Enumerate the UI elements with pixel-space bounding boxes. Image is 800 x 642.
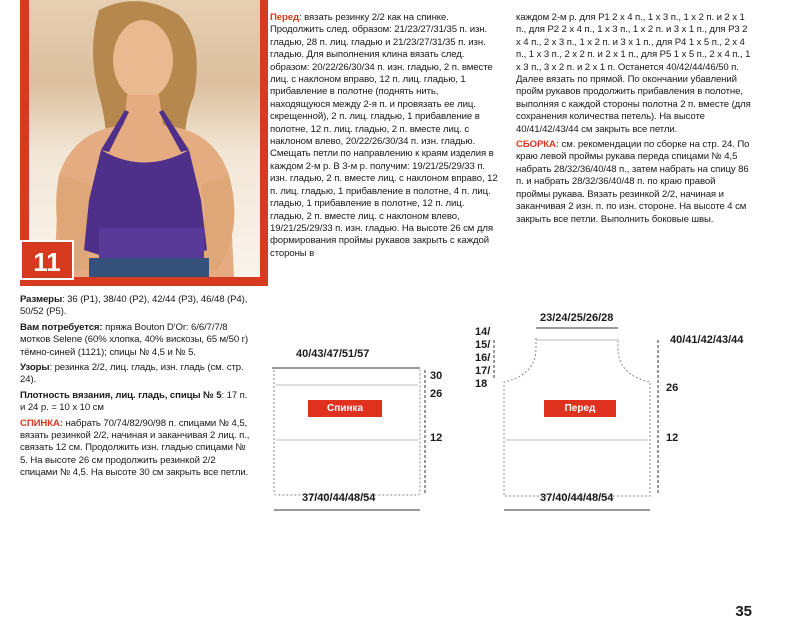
back-label: СПИНКА: — [20, 417, 63, 429]
front-tag: Перед — [544, 400, 616, 417]
back-height-total: 30 — [430, 370, 443, 382]
sizes-text: : 36 (Р1), 38/40 (Р2), 42/44 (Р3), 46/48 (Р4), 50/52 (Р5). — [20, 294, 248, 318]
back-tag: Спинка — [308, 400, 382, 417]
front-paragraph — [270, 12, 498, 260]
front-height-armhole: 26 — [666, 382, 679, 394]
model-photo — [29, 0, 260, 277]
gauge-label: Плотность вязания, лиц. гладь, спицы № 5 — [20, 389, 222, 401]
assembly-text: см. рекомендации по сборке на стр. 24. По краю левой проймы рукава переда спицами № 4,5 набрать 28/32/36/40/48 п., затем набрать на спицу 86 п. и набрать 28/32/36/40/48 п. по краю правой проймы рукава. Вязать резинкой 2/2, начиная и заканчивая 2 изн. п. по изн. стороне. На высоте 4 см закрыть все петли. Выполнить боковые швы. — [516, 139, 750, 225]
page-number: 35 — [735, 603, 752, 620]
front-armhole-depth-line: 16/ — [475, 352, 491, 364]
back-top-width: 40/43/47/51/57 — [296, 348, 370, 360]
assembly-paragraph — [516, 139, 752, 226]
back-bottom-width: 37/40/44/48/54 — [302, 492, 376, 504]
front-armhole-depth-line: 14/ — [475, 326, 491, 338]
front-bottom-width: 37/40/44/48/54 — [540, 492, 614, 504]
right-column — [516, 12, 752, 226]
model-illustration — [29, 0, 260, 277]
front-schema — [490, 320, 690, 520]
front-continued: каждом 2-м р. для Р1 2 х 4 п., 1 х 3 п., 1 х 2 п. и 2 х 1 п., для Р2 2 х 4 п., 1 х 3 п., 1 х 2 п. и 3 х 1 п., для Р3 2 х 4 п., 2 х 3 п., 1 х 2 п. и 3 х 1 п., для Р4 1 х 5 п., 2 х 4 п., 1 х 3 п., 2 х 2 п. и 2 х 1 п., для Р5 1 х 5 п., 2 х 4 п., 1 х 3 п., 3 х 2 п. и 2 х 1 п. Останется 40/42/44/46/50 п. Далее вязать по прямой. По окончании убавлений пройм рукавов продолжить прибавления в полотне, выполняя с каждой стороны полотна 2 п. вместе (для сохранения количества петель). На высоте 40/41/42/43/44 см закрыть все петли. — [516, 12, 751, 135]
front-armhole-depth-line: 15/ — [475, 339, 491, 351]
materials-paragraph — [20, 322, 254, 359]
front-label: Перед — [270, 12, 300, 23]
back-height-armhole: 26 — [430, 388, 443, 400]
front-outline — [504, 338, 650, 496]
front-height-rib: 12 — [666, 432, 679, 444]
patterns-paragraph — [20, 362, 254, 387]
patterns-text: : резинка 2/2, лиц. гладь, изн. гладь (см. стр. 24). — [20, 362, 244, 386]
sizes-label: Размеры — [20, 294, 63, 305]
patterns-label: Узоры — [20, 362, 50, 374]
gauge-paragraph — [20, 390, 254, 415]
left-column — [20, 294, 254, 480]
back-height-rib: 12 — [430, 432, 443, 444]
back-text: набрать 70/74/82/90/98 п. спицами № 4,5, вязать резинкой 2/2, начиная и заканчивая 2 лиц. п., связать 12 см. Продолжить изн. гладью спицами № 5. На высоте 26 см продолжить резинкой 2/2 спицами № 4,5. На высоте 30 см закрыть все петли. — [20, 417, 250, 479]
assembly-label: СБОРКА: — [516, 139, 559, 151]
front-top-width: 23/24/25/26/28 — [540, 312, 614, 324]
sizes-paragraph — [20, 294, 254, 319]
front-total-height: 40/41/42/43/44 — [670, 334, 744, 346]
middle-column — [270, 12, 498, 260]
front-armhole-depth-line: 18 — [475, 378, 488, 390]
front-armhole-depth-line: 17/ — [475, 365, 491, 377]
front-text: : вязать резинку 2/2 как на спинке. Продолжить след. образом: 21/23/27/31/35 п. изн. гладью, 28 п. лиц. гладью и 21/23/27/31/35 п. изн. гладью. Для выполнения клина вязать след. образом: 20/22/26/30/34 п. изн. гладью, 2 п. вместе лиц. с наклоном вправо, 12 п. лиц. гладью, 1 прибавление в полотне (поднять нить, находящуюся между 2-я п. и провязать ее лиц. скрещенной), 2 п. лиц. гладью, 1 прибавление в полотне, 12 п. лиц. гладью, 2 п. вместе лиц. с наклоном влево, 20/22/26/30/34 п. изн. гладью. Смещать петли по направлению к краям изделия в каждом 2-м р. В 3-м р. получим: 19/21/25/29/33 п. изн. гладью, 2 п. вместе лиц. с наклоном вправо, 12 п. лиц. гладью, 1 прибавление в полотне, 4 п. лиц. гладью, 1 прибавление в полотне, 12 п. лиц. гладью, 2 п. вместе лиц. с наклоном влево, 19/21/25/29/33 п. изн. гладью. На высоте 26 см для формирования проймы рукавов закрыть с каждой стороны в — [270, 12, 498, 259]
pattern-number: 11 — [20, 240, 74, 280]
back-outline — [274, 370, 420, 495]
materials-text: пряжа Bouton D'Or: 6/6/7/7/8 мотков Selene (60% хлопка, 40% вискозы, 65 м/50 г) тёмно-синей (1121); спицы № 4,5 и № 5. — [20, 321, 249, 358]
gauge-text: : 17 п. и 24 р. = 10 х 10 см — [20, 389, 248, 414]
back-paragraph — [20, 418, 254, 480]
materials-label: Вам потребуется: — [20, 321, 103, 333]
front-armhole-depth — [475, 326, 490, 391]
